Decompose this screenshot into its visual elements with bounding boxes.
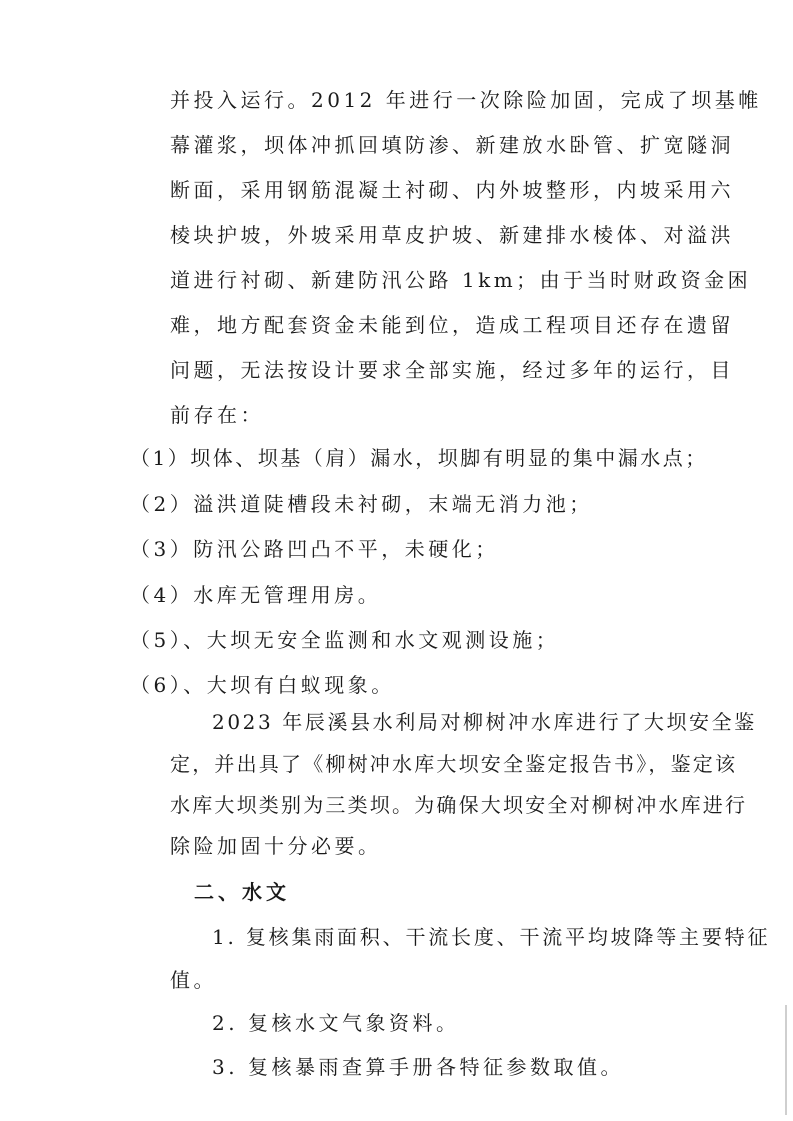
paragraph1-line-3: 断面，采用钢筋混凝土衬砌、内外坡整形，内坡采用六 [170,178,734,202]
issue-item-3: （3）防汛公路凹凸不平，未硬化； [130,537,499,561]
issue-item-2: （2）溢洪道陡槽段未衬砌，末端无消力池； [130,492,593,516]
paragraph2-line-4: 除险加固十分必要。 [170,834,382,858]
paragraph2-line-2: 定，并出具了《柳树冲水库大坝安全鉴定报告书》，鉴定该 [170,752,738,776]
hydrology-item-3: 3. 复核暴雨查算手册各特征参数取值。 [212,1055,624,1079]
issue-item-1: （1）坝体、坝基（肩）漏水，坝脚有明显的集中漏水点； [130,446,708,470]
paragraph1-line-5: 道进行衬砌、新建防汛公路 1km；由于当时财政资金困 [170,268,752,292]
paragraph2-line-3: 水库大坝类别为三类坝。为确保大坝安全对柳树冲水库进行 [170,793,748,817]
paragraph1-line-8: 前存在： [170,403,264,427]
hydrology-item-1: 1. 复核集雨面积、干流长度、干流平均坡降等主要特征 [212,925,771,949]
section-heading-hydrology: 二、水文 [194,880,290,904]
paragraph1-line-7: 问题，无法按设计要求全部实施，经过多年的运行，目 [170,358,734,382]
paragraph2-line-1: 2023 年辰溪县水利局对柳树冲水库进行了大坝安全鉴 [212,710,757,734]
scan-edge-mark [785,1005,787,1115]
paragraph1-line-2: 幕灌浆，坝体冲抓回填防渗、新建放水卧管、扩宽隧洞 [170,133,734,157]
issue-item-6: （6）、大坝有白蚁现象。 [130,673,395,697]
issue-item-4: （4）水库无管理用房。 [130,583,382,607]
hydrology-item-1-continued: 值。 [170,968,217,992]
paragraph1-line-6: 难，地方配套资金未能到位，造成工程项目还存在遗留 [170,313,734,337]
paragraph1-line-4: 棱块护坡，外坡采用草皮护坡、新建排水棱体、对溢洪 [170,223,734,247]
issue-item-5: （5）、大坝无安全监测和水文观测设施； [130,628,560,652]
hydrology-item-2: 2. 复核水文气象资料。 [212,1011,460,1035]
paragraph1-line-1: 并投入运行。2012 年进行一次除险加固，完成了坝基帷 [170,88,762,112]
